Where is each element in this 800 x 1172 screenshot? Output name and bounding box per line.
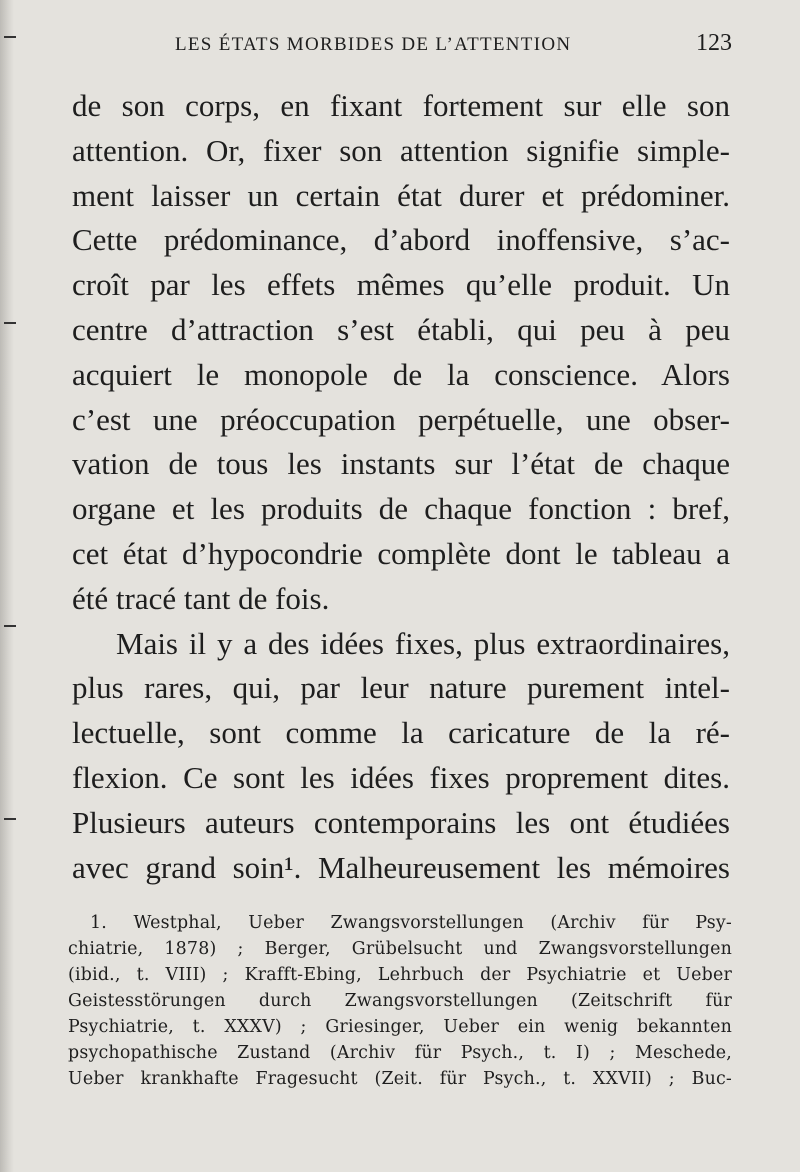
text-line: ment laisser un certain état durer et prédominer.: [72, 177, 730, 213]
footnote-line: Geistesstörungen durch Zwangsvorstellungen (Zeitschrift für: [68, 991, 732, 1011]
text-line: plus rares, qui, par leur nature purement intel-: [72, 670, 730, 706]
text-line: lectuelle, sont comme la caricature de la ré-: [72, 715, 730, 751]
footnote-line: 1. Westphal, Ueber Zwangsvorstellungen (Archiv für Psy-: [90, 913, 732, 933]
footnote: [68, 910, 732, 1092]
text-line: acquiert le monopole de la conscience. Alors: [72, 356, 730, 392]
running-title: LES ÉTATS MORBIDES DE L’ATTENTION: [175, 34, 572, 55]
text-line: Plusieurs auteurs contemporains les ont étudiées: [72, 804, 730, 840]
text-line: Cette prédominance, d’abord inoffensive, s’ac-: [72, 222, 730, 258]
margin-mark: [4, 818, 16, 820]
footnote-line: Ueber krankhafte Fragesucht (Zeit. für Psych., t. XXVII) ; Buc-: [68, 1069, 732, 1089]
page-number: 123: [696, 30, 732, 56]
footnote-line: psychopathische Zustand (Archiv für Psych., t. I) ; Meschede,: [68, 1043, 732, 1063]
footnote-line: (ibid., t. VIII) ; Krafft-Ebing, Lehrbuch der Psychiatrie et Ueber: [68, 965, 732, 985]
text-line: c’est une préoccupation perpétuelle, une obser-: [72, 401, 730, 437]
margin-mark: [4, 625, 16, 627]
text-line: été tracé tant de fois.: [72, 580, 330, 616]
text-line: Mais il y a des idées fixes, plus extraordinaires,: [116, 625, 730, 661]
text-line: de son corps, en fixant fortement sur elle son: [72, 88, 730, 123]
footnote-line: chiatrie, 1878) ; Berger, Grübelsucht und Zwangsvorstellungen: [68, 939, 732, 959]
body-text: [72, 84, 730, 890]
footnote-line: Psychiatrie, t. XXXV) ; Griesinger, Ueber ein wenig bekannten: [68, 1017, 732, 1037]
text-line: flexion. Ce sont les idées fixes proprement dites.: [72, 759, 730, 795]
text-line: attention. Or, fixer son attention signifie simple-: [72, 132, 730, 168]
text-line: vation de tous les instants sur l’état de chaque: [72, 446, 730, 482]
margin-mark: [4, 36, 16, 38]
text-line: centre d’attraction s’est établi, qui peu à peu: [72, 311, 730, 347]
text-line: organe et les produits de chaque fonction : bref,: [72, 491, 730, 527]
page-gutter-edge: [0, 0, 14, 1172]
page-header: [175, 30, 732, 57]
margin-mark: [4, 322, 16, 324]
text-line: avec grand soin¹. Malheureusement les mémoires: [72, 849, 730, 885]
text-line: croît par les effets mêmes qu’elle produit. Un: [72, 267, 730, 303]
text-line: cet état d’hypocondrie complète dont le tableau a: [72, 535, 730, 571]
